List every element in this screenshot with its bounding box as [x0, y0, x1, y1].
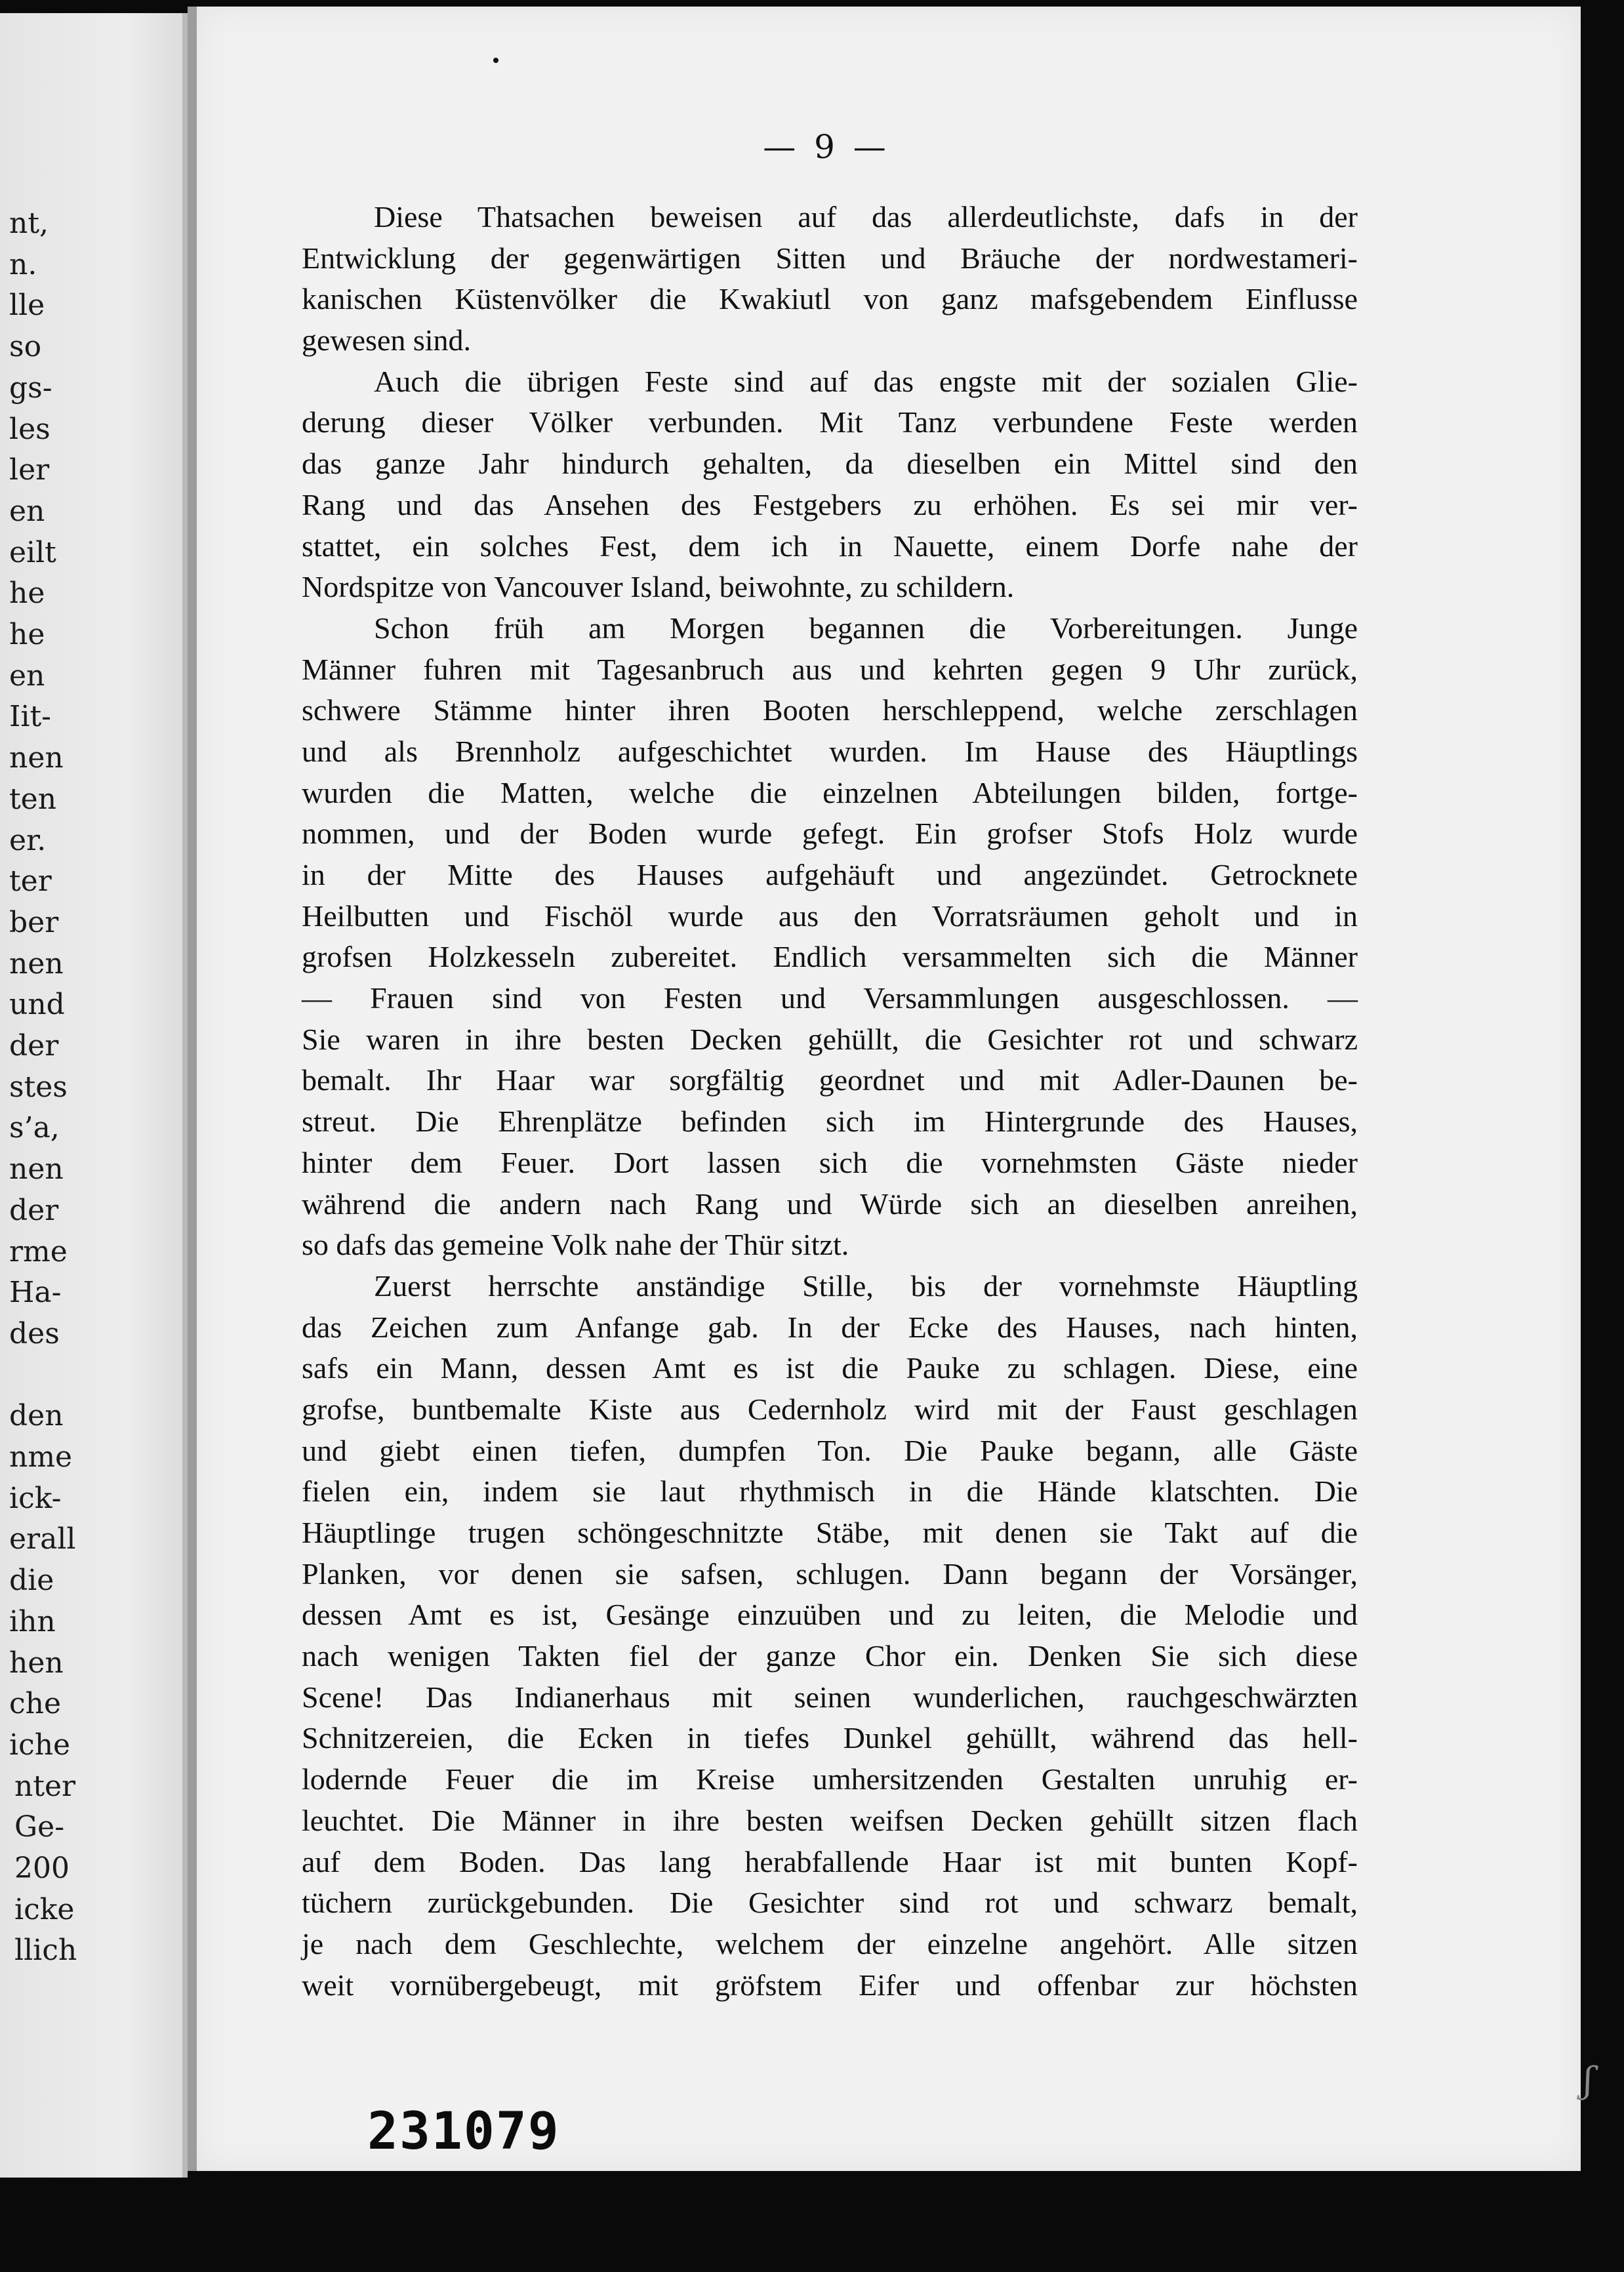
text-line: das ganze Jahr hindurch gehalten, da dieselben ein Mittel sind den — [302, 447, 1358, 481]
text-line: hinter dem Feuer. Dort lassen sich die vornehmsten Gäste nieder — [302, 1145, 1358, 1179]
left-page-fragment: so — [9, 330, 42, 364]
text-line: tüchern zurückgebunden. Die Gesichter sind rot und schwarz bemalt, — [302, 1886, 1358, 1920]
text-line: und als Brennholz aufgeschichtet wurden. Im Hause des Häuptlings — [302, 734, 1358, 768]
text-line: Entwicklung der gegenwärtigen Sitten und Bräuche der nordwestameri- — [302, 241, 1358, 275]
text-line: wurden die Matten, welche die einzelnen Abteilungen bilden, fortge- — [302, 775, 1358, 809]
left-page-fragment: ick- — [9, 1481, 62, 1515]
text-line: Scene! Das Indianerhaus mit seinen wunderlichen, rauchgeschwärzten — [302, 1680, 1358, 1714]
left-page-fragment: nen — [9, 946, 64, 981]
left-page-fragment: ten — [9, 782, 57, 816]
text-line: Schon früh am Morgen begannen die Vorbereitungen. Junge — [374, 611, 1358, 645]
text-line: nach wenigen Takten fiel der ganze Chor ein. Denken Sie sich diese — [302, 1639, 1358, 1673]
left-page-fragment: Ge- — [14, 1810, 65, 1844]
text-line: fielen ein, indem sie laut rhythmisch in die Hände klatschten. Die — [302, 1474, 1358, 1509]
left-page-fragment: er. — [9, 823, 47, 857]
accession-number: 231079 — [367, 2102, 560, 2161]
left-page-fragment: rme — [9, 1234, 68, 1268]
left-page-fragment: der — [9, 1029, 59, 1063]
left-page-fragment: erall — [9, 1522, 76, 1556]
left-page-fragment: iche — [9, 1728, 71, 1762]
left-page-fragment: s’a, — [9, 1111, 60, 1145]
corner-mark: ʃ — [1583, 2059, 1593, 2101]
left-page-fragment: des — [9, 1316, 60, 1350]
text-line: Nordspitze von Vancouver Island, beiwohnte, zu schildern. — [302, 570, 1015, 604]
text-line: gewesen sind. — [302, 323, 472, 357]
text-line: stattet, ein solches Fest, dem ich in Nauette, einem Dorfe nahe der — [302, 529, 1358, 563]
left-page-fragment: nme — [9, 1440, 73, 1474]
paragraph — [302, 1266, 1358, 2006]
left-page-fragment: den — [9, 1399, 64, 1433]
text-line: Rang und das Ansehen des Festgebers zu erhöhen. Es sei mir ver- — [302, 487, 1358, 521]
left-page-fragment: Iit- — [9, 700, 52, 734]
text-line: das Zeichen zum Anfange gab. In der Ecke des Hauses, nach hinten, — [302, 1310, 1358, 1344]
text-line: grofsen Holzkesseln zubereitet. Endlich versammelten sich die Männer — [302, 940, 1358, 974]
left-page-fragment: en — [9, 659, 45, 693]
left-page-fragment: che — [9, 1687, 62, 1721]
left-page-fragment: Ha- — [9, 1276, 62, 1310]
text-line: Schnitzereien, die Ecken in tiefes Dunkel gehüllt, während das hell- — [302, 1721, 1358, 1755]
left-page-fragment: nter — [14, 1769, 76, 1803]
left-page-fragment: nen — [9, 1152, 64, 1187]
paragraph — [302, 608, 1358, 1266]
left-page-fragment: ter — [9, 864, 52, 899]
left-page-fragment: les — [9, 412, 51, 446]
body-text — [302, 197, 1358, 2006]
left-page-fragment: nen — [9, 741, 64, 775]
left-page-fragment: ihn — [9, 1604, 56, 1638]
left-page-fragment: lle — [9, 289, 45, 323]
text-line: nommen, und der Boden wurde gefegt. Ein grofser Stofs Holz wurde — [302, 817, 1358, 851]
text-line: lodernde Feuer die im Kreise umhersitzenden Gestalten unruhig er- — [302, 1762, 1358, 1796]
left-page-fragment: 200 — [14, 1852, 70, 1885]
text-line: dessen Amt es ist, Gesänge einzuüben und zu leiten, die Melodie und — [302, 1598, 1358, 1632]
ink-speck — [493, 58, 498, 63]
text-line: Häuptlinge trugen schöngeschnitzte Stäbe, mit denen sie Takt auf die — [302, 1516, 1358, 1549]
text-line: in der Mitte des Hauses aufgehäuft und angezündet. Getrocknete — [302, 858, 1358, 891]
left-page-fragment: hen — [9, 1646, 64, 1680]
left-page-fragment: he — [9, 618, 45, 651]
page-number: — 9 — — [763, 128, 890, 166]
text-line: Planken, vor denen sie safsen, schlugen. Dann begann der Vorsänger, — [302, 1556, 1358, 1591]
left-page-fragment: llich — [14, 1934, 77, 1968]
left-page-fragment: n. — [9, 247, 37, 281]
text-line: safs ein Mann, dessen Amt es ist die Pauke zu schlagen. Diese, eine — [302, 1351, 1358, 1385]
text-line: Sie waren in ihre besten Decken gehüllt, die Gesichter rot und schwarz — [302, 1022, 1358, 1056]
left-page-fragment: icke — [14, 1892, 75, 1926]
text-line: schwere Stämme hinter ihren Booten herschleppend, welche zerschlagen — [302, 693, 1358, 727]
text-line: so dafs das gemeine Volk nahe der Thür sitzt. — [302, 1228, 849, 1262]
left-page-fragment: ber — [9, 905, 59, 939]
text-line: bemalt. Ihr Haar war sorgfältig geordnet und mit Adler-Daunen be- — [302, 1063, 1358, 1097]
left-page-fragment: die — [9, 1564, 54, 1598]
text-line: je nach dem Geschlechte, welchem der einzelne angehört. Alle sitzen — [302, 1926, 1358, 1960]
left-page-fragment: ler — [9, 453, 50, 487]
left-page-fragment: eilt — [9, 535, 56, 569]
text-line: Diese Thatsachen beweisen auf das allerdeutlichste, dafs in der — [374, 200, 1358, 233]
text-line: — Frauen sind von Festen und Versammlungen ausgeschlossen. — — [302, 981, 1358, 1015]
text-line: auf dem Boden. Das lang herabfallende Haar ist mit bunten Kopf- — [302, 1844, 1358, 1878]
paragraph — [302, 361, 1358, 608]
left-page-fragment: he — [9, 577, 45, 611]
text-line: grofse, buntbemalte Kiste aus Cedernholz wird mit der Faust geschlagen — [302, 1392, 1358, 1426]
paragraph — [302, 197, 1358, 361]
book-page — [188, 7, 1581, 2171]
text-line: weit vornübergebeugt, mit gröfstem Eifer und offenbar zur höchsten — [302, 1968, 1358, 2002]
previous-page-edge — [0, 13, 188, 2178]
text-line: und giebt einen tiefen, dumpfen Ton. Die Pauke begann, alle Gäste — [302, 1433, 1358, 1467]
text-line: Männer fuhren mit Tagesanbruch aus und kehrten gegen 9 Uhr zurück, — [302, 652, 1358, 686]
text-line: Zuerst herrschte anständige Stille, bis der vornehmste Häuptling — [374, 1268, 1358, 1303]
left-page-fragment: nt, — [9, 207, 49, 240]
left-page-fragment: und — [9, 988, 65, 1022]
left-page-fragment: der — [9, 1193, 59, 1227]
left-page-fragment: stes — [9, 1070, 68, 1104]
text-line: kanischen Küstenvölker die Kwakiutl von ganz mafsgebendem Einflusse — [302, 282, 1358, 316]
text-line: leuchtet. Die Männer in ihre besten weifsen Decken gehüllt sitzen flach — [302, 1803, 1358, 1837]
left-page-fragment: en — [9, 494, 45, 528]
text-line: Heilbutten und Fischöl wurde aus den Vorratsräumen geholt und in — [302, 899, 1358, 933]
text-line: derung dieser Völker verbunden. Mit Tanz verbundene Feste werden — [302, 405, 1358, 439]
left-page-fragment: gs- — [9, 371, 52, 405]
text-line: streut. Die Ehrenplätze befinden sich im Hintergrunde des Hauses, — [302, 1105, 1358, 1139]
text-line: während die andern nach Rang und Würde sich an dieselben anreihen, — [302, 1187, 1358, 1221]
text-line: Auch die übrigen Feste sind auf das engste mit der sozialen Glie- — [374, 364, 1358, 398]
